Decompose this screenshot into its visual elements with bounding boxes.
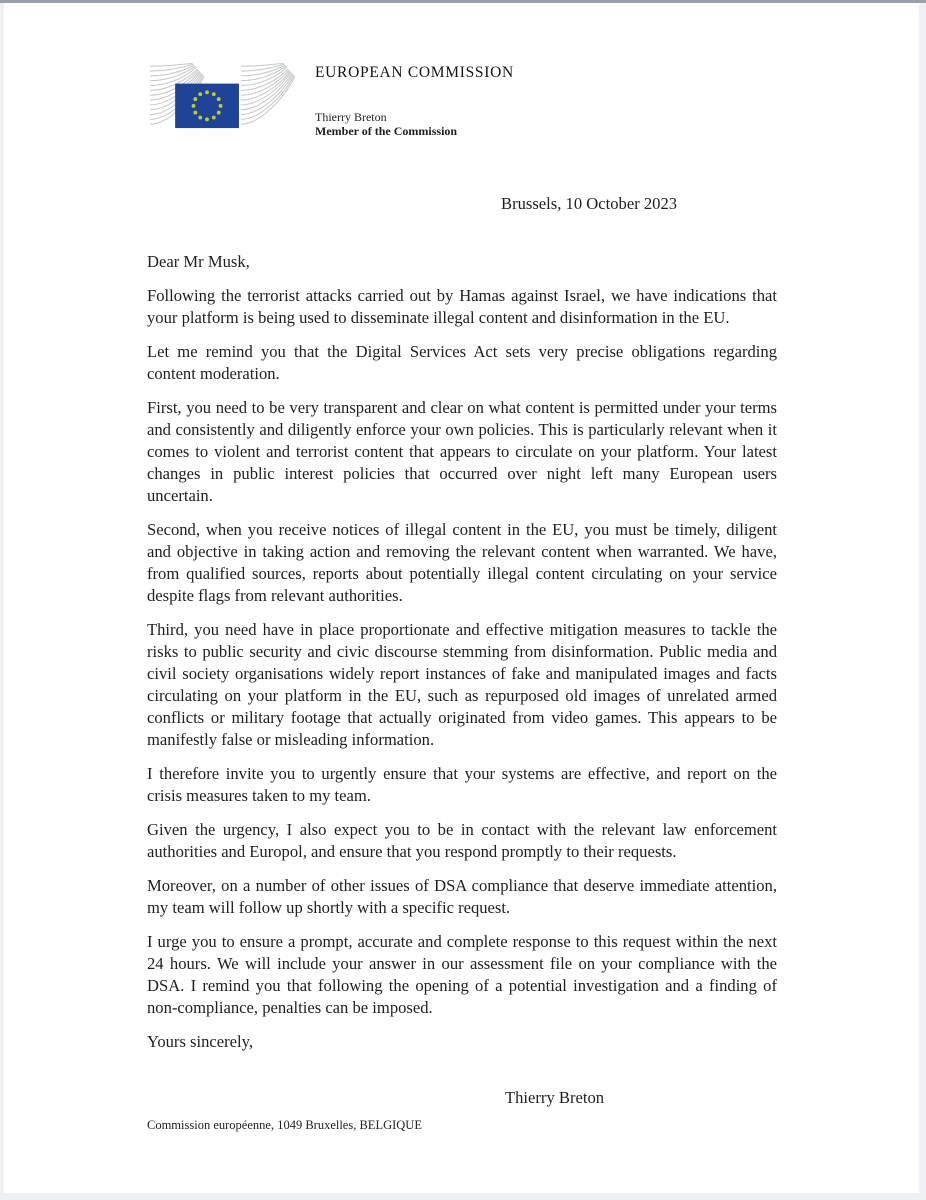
author-block: [315, 110, 755, 138]
institution-name: EUROPEAN COMMISSION: [315, 64, 514, 81]
letter-paragraph: Second, when you receive notices of illegal content in the EU, you must be timely, diligent and objective in taking action and removing the relevant content when warranted. We have, from qualified sources, reports about potentially illegal content circulating on your service despite flags from relevant authorities.: [147, 520, 777, 605]
logo-right-swoosh-icon: [241, 63, 295, 124]
signature-name: Thierry Breton: [505, 1088, 605, 1107]
address-footer: Commission européenne, 1049 Bruxelles, BELGIQUE: [147, 1118, 422, 1132]
salutation: Dear Mr Musk,: [147, 252, 250, 271]
letterhead-text: [315, 60, 755, 138]
letter-sheet: [4, 3, 919, 1193]
letter-paragraph: I urge you to ensure a prompt, accurate and complete response to this request within the next 24 hours. We will include your answer in our assessment file on your compliance with the DSA. I remind you that following the opening of a potential investigation and a finding of non-compliance, penalties can be imposed.: [147, 932, 777, 1017]
letter-paragraph: First, you need to be very transparent and clear on what content is permitted under your terms and consistently and diligently enforce your own policies. This is particularly relevant when it comes to violent and terrorist content that appears to circulate on your platform. Your latest changes in public interest policies that occurred over night left many European users uncertain.: [147, 398, 777, 505]
dateline: Brussels, 10 October 2023: [501, 194, 678, 213]
letter-paragraph: Third, you need have in place proportionate and effective mitigation measures to tackle the risks to public security and civic discourse stemming from disinformation. Public media and civil society organisations widely report instances of fake and manipulated images and facts circulating on your platform in the EU, such as repurposed old images of unrelated armed conflicts or military footage that actually originated from video games. This appears to be manifestly false or misleading information.: [147, 620, 777, 749]
letterhead: [150, 60, 770, 144]
letter-body: [147, 193, 777, 1109]
letter-paragraph: Moreover, on a number of other issues of DSA compliance that deserve immediate attention, my team will follow up shortly with a specific request.: [147, 876, 777, 917]
eu-flag-icon: [175, 84, 239, 128]
closing: Yours sincerely,: [147, 1032, 254, 1051]
author-name: Thierry Breton: [315, 110, 387, 124]
letter-paragraph: Let me remind you that the Digital Services Act sets very precise obligations regarding content moderation.: [147, 342, 777, 383]
letter-paragraph: I therefore invite you to urgently ensure that your systems are effective, and report on the crisis measures taken to my team.: [147, 764, 777, 805]
european-commission-logo-icon: [150, 60, 295, 142]
letter-paragraph: Following the terrorist attacks carried out by Hamas against Israel, we have indications that your platform is being used to disseminate illegal content and disinformation in the EU.: [147, 286, 777, 327]
letter-paragraph: Given the urgency, I also expect you to be in contact with the relevant law enforcement authorities and Europol, and ensure that you respond promptly to their requests.: [147, 820, 777, 861]
author-title: Member of the Commission: [315, 124, 458, 138]
